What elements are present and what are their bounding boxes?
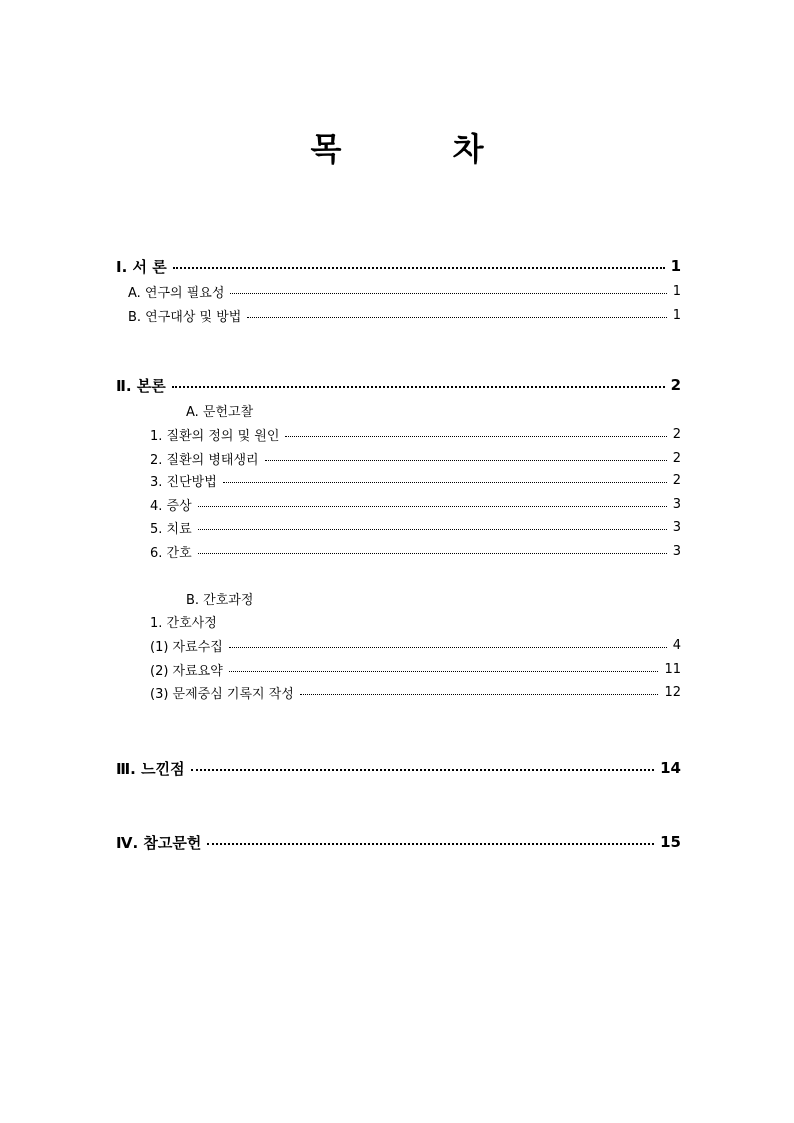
subsection-heading-b1: 1. 간호사정	[150, 616, 217, 631]
toc-entry[interactable]	[150, 636, 681, 654]
toc-entry-label: 2. 질환의 병태생리	[150, 452, 259, 468]
toc-entry-section-3[interactable]	[116, 758, 681, 778]
toc-entry[interactable]	[150, 425, 681, 443]
dot-leader	[229, 647, 667, 648]
dot-leader	[285, 436, 666, 437]
toc-entry-section-2[interactable]	[116, 375, 681, 395]
toc-entry-page: 3	[672, 496, 681, 512]
toc-entry-page: 3	[672, 519, 681, 535]
toc-entry-label: Ⅱ. 본론	[116, 376, 166, 395]
dot-leader	[198, 529, 667, 530]
toc-entry-page: 2	[672, 450, 681, 466]
toc-entry[interactable]	[150, 495, 681, 513]
toc-entry-section-4[interactable]	[116, 832, 681, 852]
dot-leader	[300, 694, 659, 695]
toc-entry-section-1[interactable]	[116, 256, 681, 276]
toc-entry[interactable]	[150, 471, 681, 489]
toc-entry[interactable]	[150, 449, 681, 467]
toc-entry-label: 3. 진단방법	[150, 474, 217, 490]
toc-entry[interactable]	[150, 518, 681, 536]
toc-entry-label: 1. 질환의 정의 및 원인	[150, 428, 280, 444]
dot-leader	[173, 267, 665, 269]
dot-leader	[191, 769, 655, 771]
toc-entry-label: Ⅰ. 서 론	[116, 257, 167, 276]
toc-entry-page: 1	[670, 257, 681, 275]
toc-entry-page: 14	[660, 759, 681, 777]
toc-entry[interactable]	[150, 660, 681, 678]
toc-entry-page: 15	[660, 833, 681, 851]
toc-entry-label: 5. 치료	[150, 521, 192, 537]
toc-entry-label: Ⅲ. 느낀점	[116, 759, 185, 778]
toc-entry-label: 4. 증상	[150, 498, 192, 514]
subsection-heading-b: B. 간호과정	[186, 593, 254, 608]
toc-entry-label: (3) 문제중심 기록지 작성	[150, 686, 294, 702]
toc-entry-page: 1	[672, 307, 681, 323]
toc-entry[interactable]	[128, 306, 681, 324]
toc-entry-page: 2	[672, 426, 681, 442]
dot-leader	[207, 843, 654, 845]
toc-entry[interactable]	[150, 683, 681, 701]
subsection-heading-a: A. 문헌고찰	[186, 405, 254, 420]
toc-entry-page: 11	[664, 661, 681, 677]
toc-entry-page: 3	[672, 543, 681, 559]
dot-leader	[247, 317, 666, 318]
toc-entry-label: Ⅳ. 참고문헌	[116, 833, 202, 852]
toc-entry-page: 2	[672, 472, 681, 488]
toc-entry-page: 1	[672, 283, 681, 299]
toc-entry[interactable]	[150, 542, 681, 560]
dot-leader	[223, 482, 667, 483]
toc-entry-page: 12	[664, 684, 681, 700]
dot-leader	[265, 460, 667, 461]
toc-entry-page: 4	[672, 637, 681, 653]
dot-leader	[198, 553, 667, 554]
dot-leader	[198, 506, 667, 507]
toc-entry-page: 2	[670, 376, 681, 394]
toc-entry-label: A. 연구의 필요성	[128, 285, 225, 301]
toc-entry[interactable]	[128, 282, 681, 300]
dot-leader	[230, 293, 666, 294]
toc-entry-label: (2) 자료요약	[150, 663, 223, 679]
page-title: 목 차	[310, 130, 534, 168]
toc-entry-label: (1) 자료수집	[150, 639, 223, 655]
toc-entry-label: 6. 간호	[150, 545, 192, 561]
dot-leader	[229, 671, 659, 672]
toc-entry-label: B. 연구대상 및 방법	[128, 309, 242, 325]
dot-leader	[172, 386, 665, 388]
